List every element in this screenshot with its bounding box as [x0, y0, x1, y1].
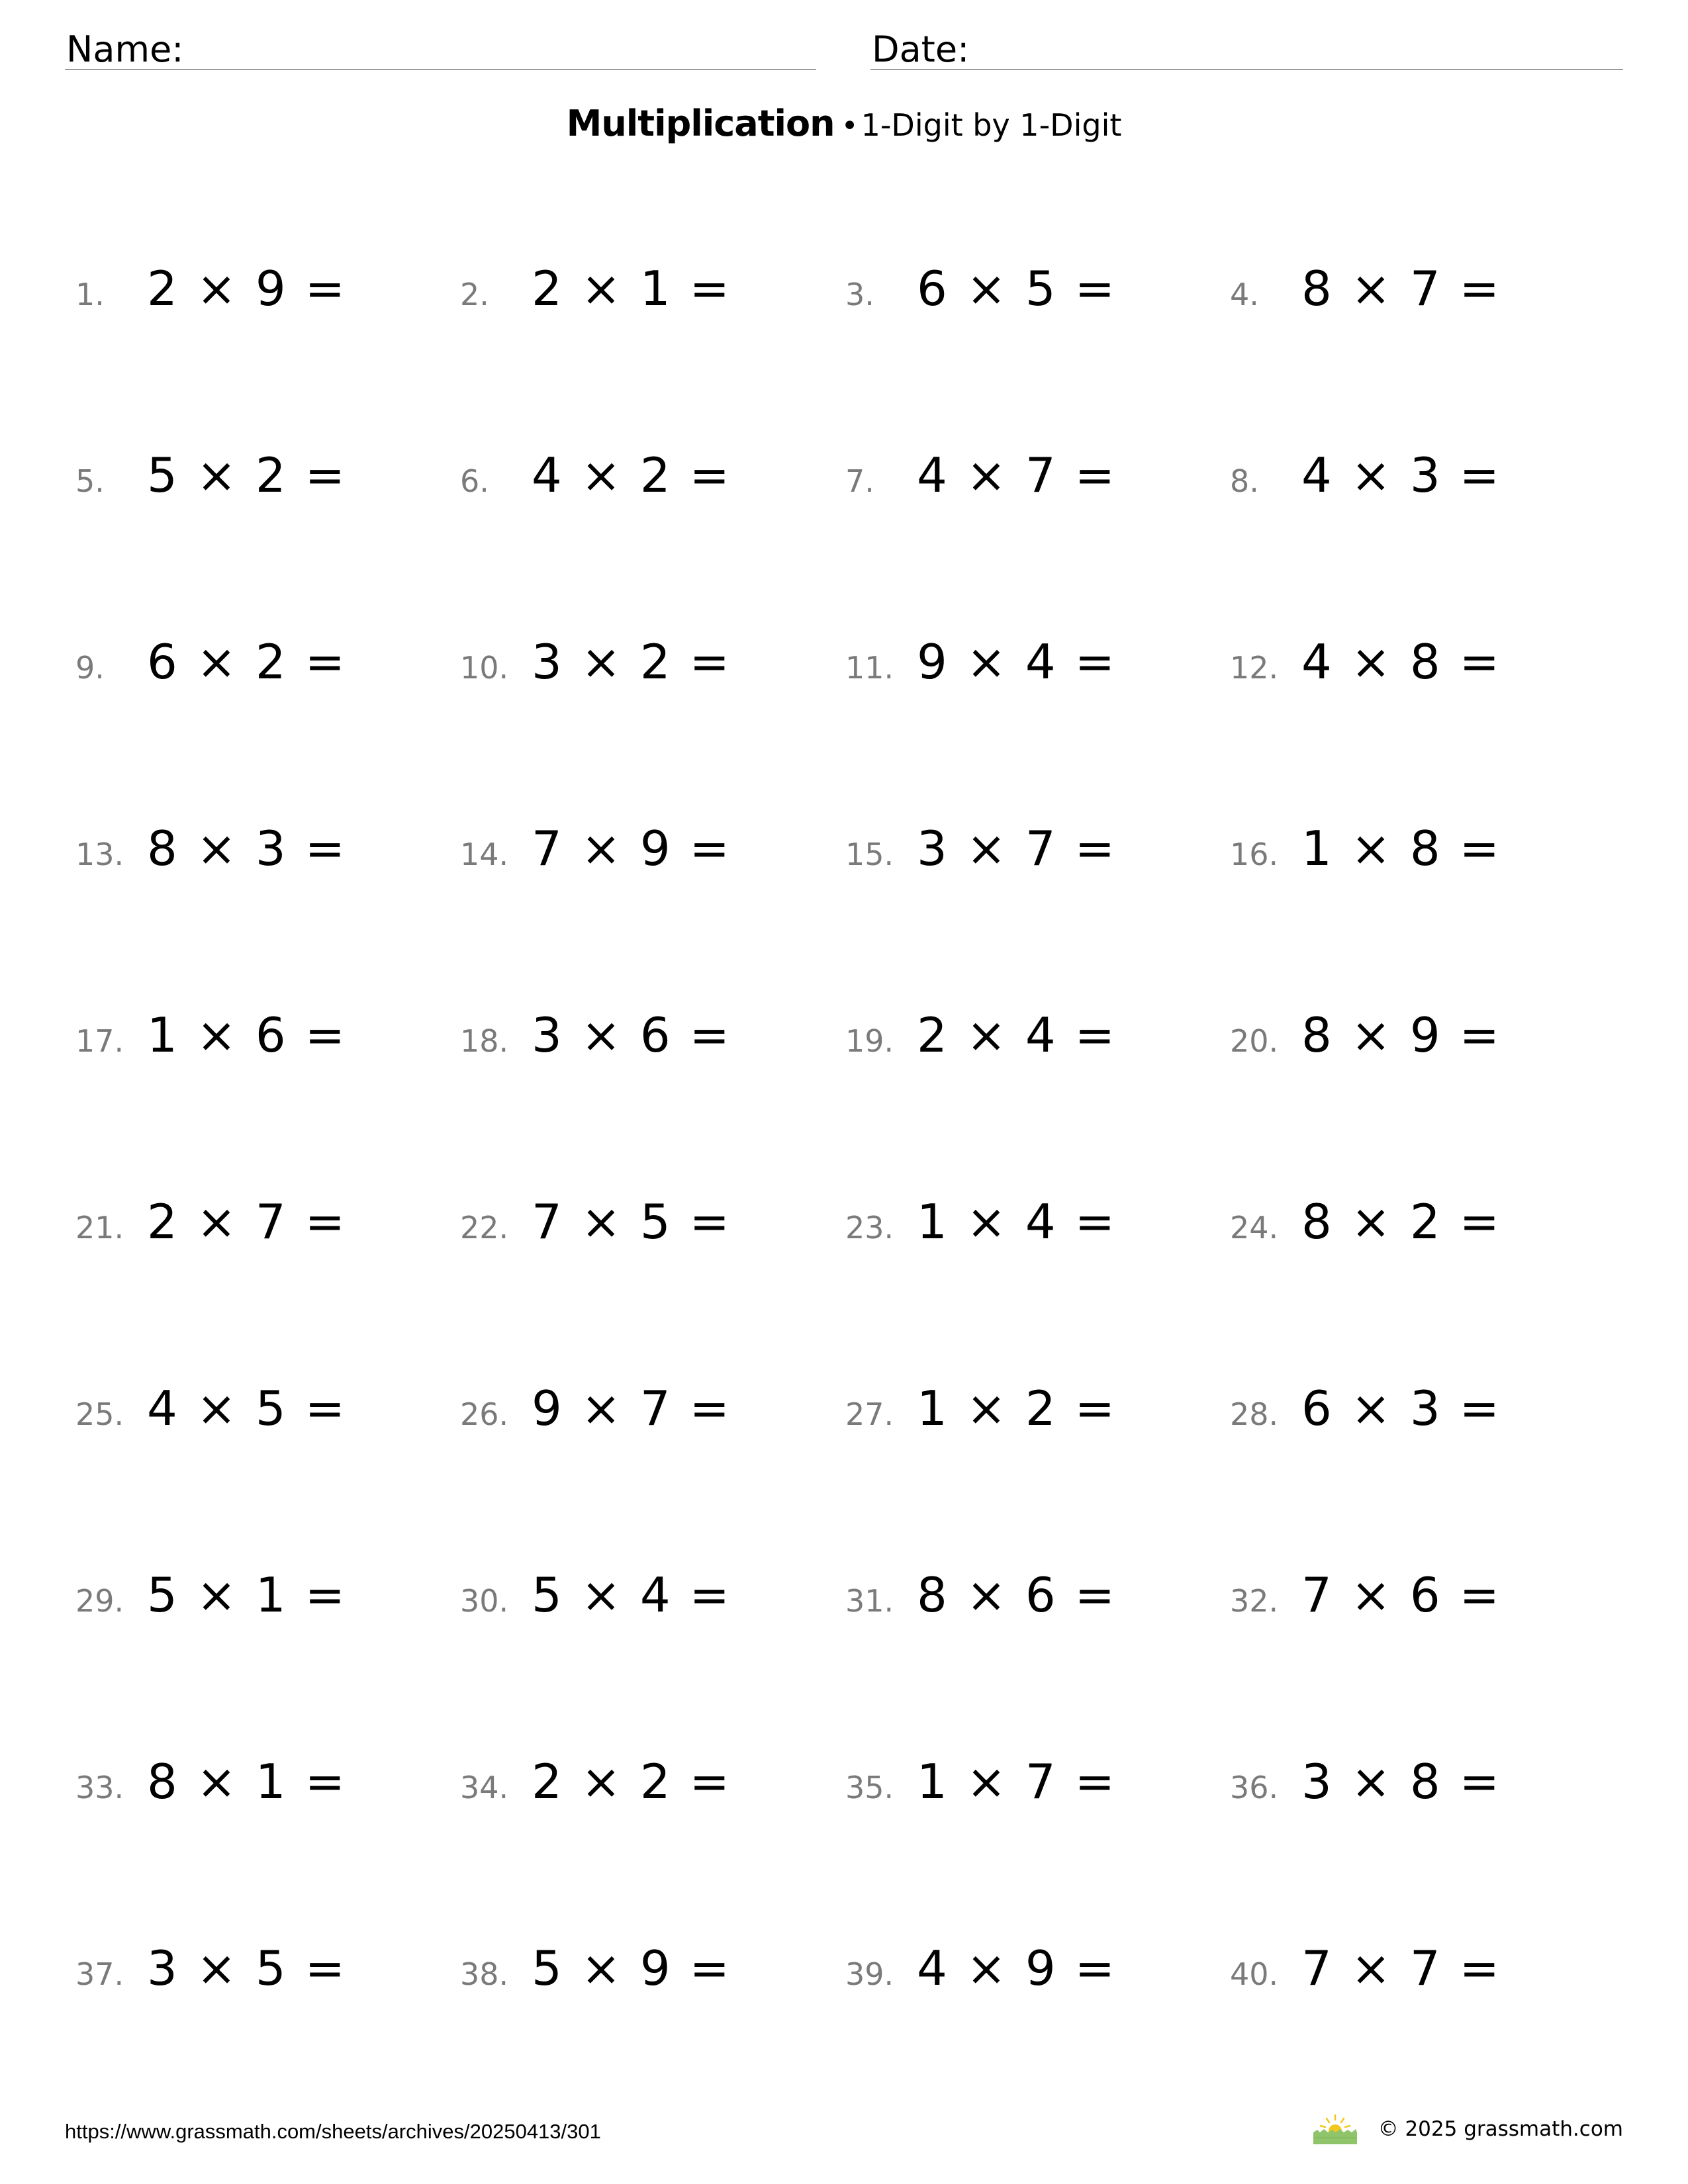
problem-expression: 2 × 4 = — [917, 1007, 1115, 1063]
problem-expression: 4 × 7 = — [917, 447, 1115, 503]
problem-number: 15. — [845, 837, 894, 872]
problem-number: 23. — [845, 1210, 894, 1246]
problem-expression: 4 × 5 = — [147, 1381, 345, 1436]
problem-expression: 1 × 2 = — [917, 1381, 1115, 1436]
problem-number: 16. — [1230, 837, 1279, 872]
problem-number: 34. — [460, 1770, 509, 1805]
problem-expression: 8 × 9 = — [1301, 1007, 1499, 1063]
problem-expression: 5 × 2 = — [147, 447, 345, 503]
problem-expression: 5 × 1 = — [147, 1567, 345, 1623]
problem-expression: 8 × 1 = — [147, 1754, 345, 1809]
problem-expression: 2 × 7 = — [147, 1194, 345, 1250]
problem-number: 31. — [845, 1583, 894, 1619]
problem-number: 13. — [75, 837, 124, 872]
title-main: Multiplication — [566, 103, 835, 144]
problem-expression: 1 × 6 = — [147, 1007, 345, 1063]
problem-expression: 3 × 8 = — [1301, 1754, 1499, 1809]
problem-expression: 2 × 9 = — [147, 261, 345, 316]
problem-number: 17. — [75, 1023, 124, 1059]
problem-number: 7. — [845, 463, 874, 499]
title-subtitle: 1-Digit by 1-Digit — [861, 107, 1122, 143]
problem-expression: 7 × 5 = — [532, 1194, 729, 1250]
problem-expression: 8 × 3 = — [147, 821, 345, 876]
problem-number: 21. — [75, 1210, 124, 1246]
problem-expression: 4 × 2 = — [532, 447, 729, 503]
problem-number: 14. — [460, 837, 509, 872]
problem-number: 6. — [460, 463, 489, 499]
problem-expression: 1 × 7 = — [917, 1754, 1115, 1809]
problem-number: 29. — [75, 1583, 124, 1619]
problem-number: 30. — [460, 1583, 509, 1619]
problem-expression: 6 × 5 = — [917, 261, 1115, 316]
footer-url: https://www.grassmath.com/sheets/archives/20250413/301 — [65, 2120, 601, 2143]
problem-number: 40. — [1230, 1956, 1279, 1992]
date-label: Date: — [872, 28, 970, 70]
problem-expression: 4 × 8 = — [1301, 634, 1499, 690]
problem-number: 25. — [75, 1396, 124, 1432]
problem-number: 20. — [1230, 1023, 1279, 1059]
problem-expression: 2 × 1 = — [532, 261, 729, 316]
problem-expression: 7 × 6 = — [1301, 1567, 1499, 1623]
problem-expression: 3 × 5 = — [147, 1940, 345, 1996]
problem-number: 32. — [1230, 1583, 1279, 1619]
problem-number: 5. — [75, 463, 105, 499]
problem-number: 27. — [845, 1396, 894, 1432]
problem-expression: 3 × 7 = — [917, 821, 1115, 876]
problem-number: 39. — [845, 1956, 894, 1992]
problem-number: 4. — [1230, 277, 1259, 312]
problem-expression: 3 × 2 = — [532, 634, 729, 690]
problem-expression: 8 × 7 = — [1301, 261, 1499, 316]
problem-expression: 5 × 9 = — [532, 1940, 729, 1996]
problem-expression: 3 × 6 = — [532, 1007, 729, 1063]
problem-expression: 2 × 2 = — [532, 1754, 729, 1809]
problem-expression: 6 × 2 = — [147, 634, 345, 690]
problem-number: 9. — [75, 650, 105, 686]
problem-number: 2. — [460, 277, 489, 312]
problem-expression: 5 × 4 = — [532, 1567, 729, 1623]
footer-credit — [1312, 2113, 1623, 2146]
problem-number: 35. — [845, 1770, 894, 1805]
problem-number: 8. — [1230, 463, 1259, 499]
problem-number: 1. — [75, 277, 105, 312]
problem-expression: 1 × 4 = — [917, 1194, 1115, 1250]
problem-number: 26. — [460, 1396, 509, 1432]
title-separator: • — [841, 109, 859, 143]
problem-number: 18. — [460, 1023, 509, 1059]
problem-expression: 9 × 7 = — [532, 1381, 729, 1436]
problem-number: 11. — [845, 650, 894, 686]
problem-number: 37. — [75, 1956, 124, 1992]
problem-number: 22. — [460, 1210, 509, 1246]
problem-expression: 8 × 6 = — [917, 1567, 1115, 1623]
problem-number: 28. — [1230, 1396, 1279, 1432]
name-label: Name: — [66, 28, 184, 70]
problem-expression: 4 × 9 = — [917, 1940, 1115, 1996]
problem-number: 24. — [1230, 1210, 1279, 1246]
copyright-text: © 2025 grassmath.com — [1378, 2116, 1623, 2141]
problem-expression: 1 × 8 = — [1301, 821, 1499, 876]
problem-number: 38. — [460, 1956, 509, 1992]
problem-number: 33. — [75, 1770, 124, 1805]
problem-expression: 7 × 7 = — [1301, 1940, 1499, 1996]
problem-number: 12. — [1230, 650, 1279, 686]
problem-expression: 7 × 9 = — [532, 821, 729, 876]
problem-number: 36. — [1230, 1770, 1279, 1805]
problem-number: 19. — [845, 1023, 894, 1059]
grass-sun-logo-icon — [1312, 2113, 1358, 2146]
problem-number: 10. — [460, 650, 509, 686]
problem-number: 3. — [845, 277, 874, 312]
problem-expression: 6 × 3 = — [1301, 1381, 1499, 1436]
problem-expression: 8 × 2 = — [1301, 1194, 1499, 1250]
problem-expression: 4 × 3 = — [1301, 447, 1499, 503]
problem-expression: 9 × 4 = — [917, 634, 1115, 690]
